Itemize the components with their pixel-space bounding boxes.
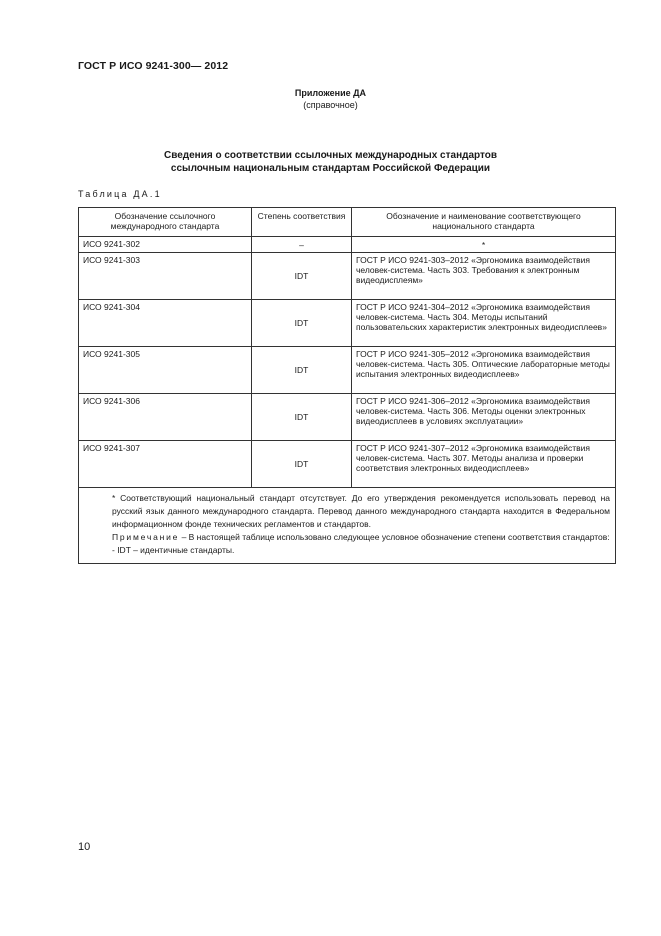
- document-standard-header: ГОСТ Р ИСО 9241-300— 2012: [78, 60, 229, 72]
- header-national-standard: Обозначение и наименование соответствующего национального стандарта: [352, 208, 616, 237]
- note-text: – В настоящей таблице использовано следующее условное обозначение степени соответствия стандартов:: [179, 532, 610, 542]
- table-note: [84, 531, 610, 544]
- cell-degree: IDT: [252, 300, 352, 347]
- cell-national: *: [352, 237, 616, 253]
- section-title-line-2: ссылочным национальным стандартам Российской Федерации: [170, 163, 491, 174]
- table-footnote-cell: [79, 488, 616, 564]
- table-row: [79, 237, 616, 253]
- page-number: 10: [78, 841, 91, 853]
- header-international-standard: Обозначение ссылочного международного стандарта: [79, 208, 252, 237]
- table-label: Таблица ДА.1: [78, 189, 162, 199]
- cell-degree: IDT: [252, 441, 352, 488]
- table-row: [79, 347, 616, 394]
- cell-degree: IDT: [252, 347, 352, 394]
- note-item: - IDT – идентичные стандарты.: [112, 545, 235, 555]
- annex-subtitle: (справочное): [303, 100, 358, 110]
- correspondence-table: [78, 207, 616, 564]
- table-header-row: [79, 208, 616, 237]
- cell-reference: ИСО 9241-307: [79, 441, 252, 488]
- table-footnote-row: [79, 488, 616, 564]
- cell-reference: ИСО 9241-306: [79, 394, 252, 441]
- cell-reference: ИСО 9241-303: [79, 253, 252, 300]
- note-label: Примечание: [112, 532, 180, 542]
- footnote-text: * Соответствующий национальный стандарт отсутствует. До его утверждения рекомендуется использовать перевод на русский язык данного международного стандарта. Перевод данного международного стандарта находится в Федеральном информационном фонде технических регламентов и стандартов.: [112, 493, 610, 529]
- table-row: [79, 441, 616, 488]
- cell-national: ГОСТ Р ИСО 9241-303–2012 «Эргономика взаимодействия человек-система. Часть 303. Требования к электронным видеодисплеям»: [352, 253, 616, 300]
- annex-title: Приложение ДА: [294, 88, 367, 98]
- cell-degree: –: [252, 237, 352, 253]
- section-title-line-1: Сведения о соответствии ссылочных международных стандартов: [163, 150, 498, 161]
- cell-national: ГОСТ Р ИСО 9241-305–2012 «Эргономика взаимодействия человек-система. Часть 305. Оптические лабораторные методы испытания электронных видеодисплеев»: [352, 347, 616, 394]
- table-row: [79, 300, 616, 347]
- table-row: [79, 394, 616, 441]
- cell-national: ГОСТ Р ИСО 9241-306–2012 «Эргономика взаимодействия человек-система. Часть 306. Методы оценки электронных видеодисплеев в условиях эксплуатации»: [352, 394, 616, 441]
- annex-heading: [0, 87, 661, 111]
- cell-reference: ИСО 9241-304: [79, 300, 252, 347]
- cell-reference: ИСО 9241-302: [79, 237, 252, 253]
- cell-national: ГОСТ Р ИСО 9241-304–2012 «Эргономика взаимодействия человек-система. Часть 304. Методы испытаний пользовательских характеристик электронных видеодисплеев»: [352, 300, 616, 347]
- cell-national: ГОСТ Р ИСО 9241-307–2012 «Эргономика взаимодействия человек-система. Часть 307. Методы анализа и проверки соответствия электронных видеодисплеев»: [352, 441, 616, 488]
- cell-degree: IDT: [252, 394, 352, 441]
- header-degree: Степень соответствия: [252, 208, 352, 237]
- section-title: [0, 149, 661, 175]
- table-row: [79, 253, 616, 300]
- cell-reference: ИСО 9241-305: [79, 347, 252, 394]
- cell-degree: IDT: [252, 253, 352, 300]
